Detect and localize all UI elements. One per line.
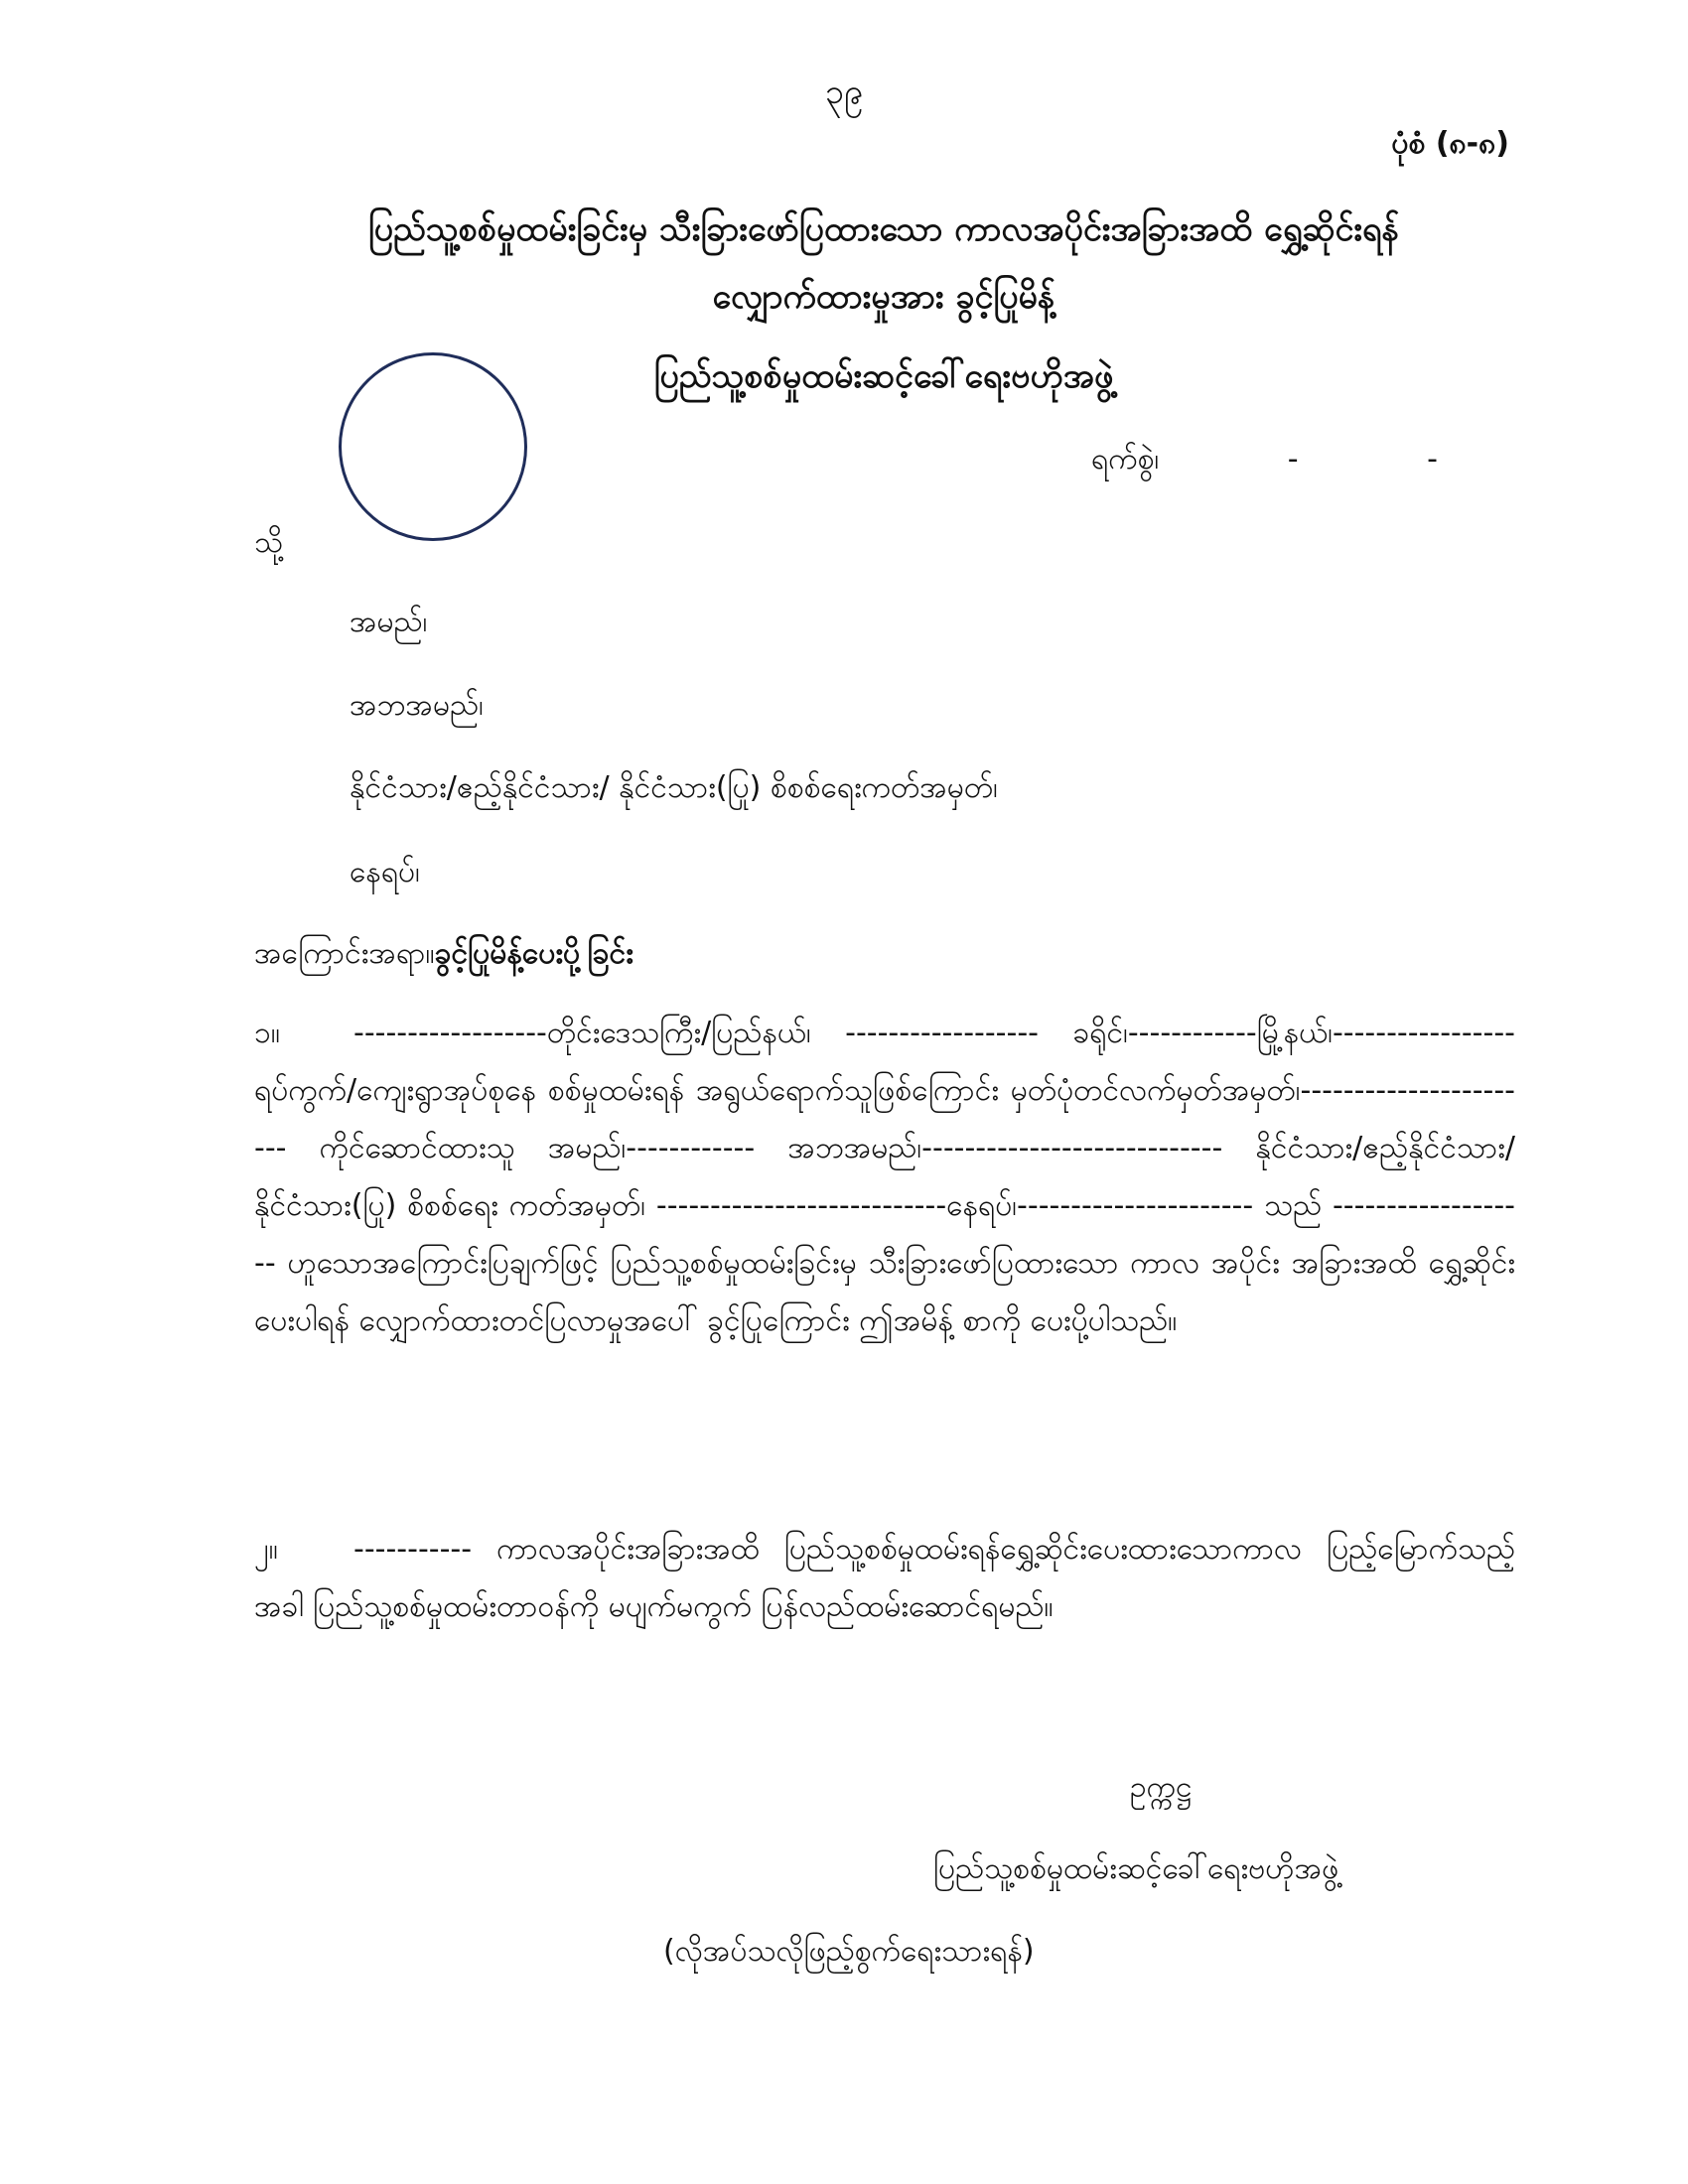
recipient-to-label: သို့ [254,525,284,560]
subject-label: အကြောင်းအရာ။ [254,936,435,971]
issuing-body: ပြည်သူ့စစ်မှုထမ်းဆင့်ခေါ်ရေးဗဟိုအဖွဲ့ [653,356,1114,396]
signature-body: ပြည်သူ့စစ်မှုထမ်းဆင့်ခေါ်ရေးဗဟိုအဖွဲ့ [933,1851,1339,1886]
date-dash-1: - [1287,442,1299,477]
recipient-address-field: နေရပ်၊ [350,855,420,889]
date-label: ရက်စွဲ၊ [1091,442,1160,477]
form-code: ပုံစံ (၈-၈) [1391,126,1509,161]
date-dash-2: - [1427,442,1438,477]
recipient-name-field: အမည်၊ [350,605,428,639]
recipient-id-card-field: နိုင်ငံသား/ဧည့်နိုင်ငံသား/ နိုင်ငံသား(ပြု) စိစစ်ရေးကတ်အမှတ်၊ [350,770,998,805]
date-line [1091,439,1438,483]
paragraph-2 [254,1521,1515,1636]
paragraph-1-text: ------------------တိုင်းဒေသကြီး/ပြည်နယ်၊ ------------------ ခရိုင်၊------------မြို့နယ်၊----------------- ရပ်ကွက်/ကျေးရွာအုပ်စုနေ စစ်မှုထမ်းရန် အရွယ်ရောက်သူဖြစ်ကြောင်း မှတ်ပုံတင်လက်မှတ်အမှတ်၊----------------------- ကိုင်ဆောင်ထားသူ အမည်၊------------ အဘအမည်၊---------------------------- နိုင်ငံသား/ဧည့်နိုင်ငံသား/ နိုင်ငံသား(ပြု) စိစစ်ရေး ကတ်အမှတ်၊ ---------------------------နေရပ်၊---------------------- သည် ------------------- ဟူသောအကြောင်းပြချက်ဖြင့် ပြည်သူ့စစ်မှုထမ်းခြင်းမှ သီးခြားဖော်ပြထားသော ကာလ အပိုင်း အခြားအထိ ရွှေ့ဆိုင်းပေးပါရန် လျှောက်ထားတင်ပြလာမှုအပေါ် ခွင့်ပြုကြောင်း ဤအမိန့် စာကို ပေးပို့ပါသည်။ [254,1016,1515,1338]
document-title-line-1: ပြည်သူ့စစ်မှုထမ်းခြင်းမှ သီးခြားဖော်ပြထားသော ကာလအပိုင်းအခြားအထိ ရွှေ့ဆိုင်းရန် [367,209,1400,249]
subject-line [254,933,633,978]
paragraph-2-text: ----------- ကာလအပိုင်းအခြားအထိ ပြည်သူ့စစ်မှုထမ်းရန်ရွှေ့ဆိုင်းပေးထားသောကာလ ပြည့်မြောက်သည့်အခါ ပြည်သူ့စစ်မှုထမ်းတာဝန်ကို မပျက်မကွက် ပြန်လည်ထမ်းဆောင်ရမည်။ [254,1532,1515,1624]
page-number: ၃၉ [824,72,864,112]
document-title-line-2: လျှောက်ထားမှုအား ခွင့်ပြုမိန့် [712,277,1055,317]
paragraph-1 [254,1005,1515,1350]
recipient-father-name-field: အဘအမည်၊ [350,688,484,723]
subject-text: ခွင့်ပြုမိန့်ပေးပို့ခြင်း [434,936,633,971]
paragraph-1-number: ၁။ [254,1016,280,1050]
signature-note: (လိုအပ်သလိုဖြည့်စွက်ရေးသားရန်) [663,1934,1035,1969]
signature-chair: ဥက္ကဋ္ဌ [1130,1770,1193,1805]
paragraph-2-number: ၂။ [254,1532,278,1567]
official-seal-circle [339,352,527,541]
